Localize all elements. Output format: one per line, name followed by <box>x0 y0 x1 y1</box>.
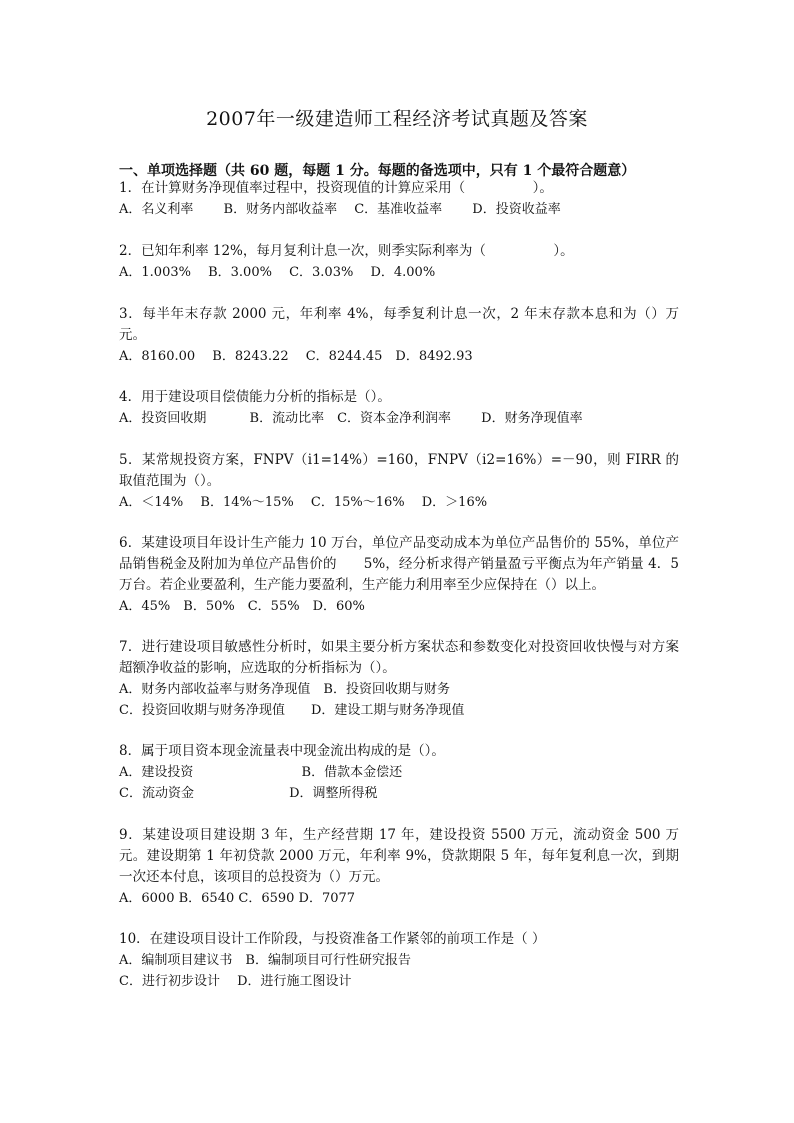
question-10-text: 10．在建设项目设计工作阶段，与投资准备工作紧邻的前项工作是（ ） <box>119 931 546 947</box>
question-8 <box>119 741 679 804</box>
question-7 <box>119 637 679 721</box>
question-9-options: A．6000 B．6540 C．6590 D．7077 <box>119 891 356 906</box>
question-5-options: A．＜14% B．14%～15% C．15%～16% D．＞16% <box>119 495 488 510</box>
question-6-text: 6．某建设项目年设计生产能力 10 万台，单位产品变动成本为单位产品售价的 55%，单位产品销售税金及附加为单位产品售价的 5%，经分析求得产销量盈亏平衡点为年产销量 4．5 万台。若企业要盈利，生产能力要盈利，生产能力利用率至少应保持在（）以上。 <box>119 535 679 593</box>
question-2-options: A．1.003% B．3.00% C．3.03% D．4.00% <box>119 265 436 280</box>
question-3 <box>119 304 679 367</box>
question-1-text: 1．在计算财务净现值率过程中，投资现值的计算应采用（ ）。 <box>119 180 553 196</box>
question-6 <box>119 533 679 617</box>
question-5-text: 5．某常规投资方案，FNPV（i1=14%）=160，FNPV（i2=16%）=－90，则 FIRR 的取值范围为（）。 <box>119 452 679 489</box>
question-9 <box>119 825 679 909</box>
question-4-options: A．投资回收期 B．流动比率 C．资本金净利润率 D．财务净现值率 <box>119 411 583 426</box>
question-8-options-cd: C．流动资金 D．调整所得税 <box>119 786 378 801</box>
question-9-text: 9．某建设项目建设期 3 年，生产经营期 17 年，建设投资 5500 万元，流动资金 500 万元。建设期第 1 年初贷款 2000 万元，年利率 9%，贷款期限 5 年，每年复利息一次，到期一次还本付息，该项目的总投资为（）万元。 <box>119 827 679 885</box>
question-10 <box>119 929 679 992</box>
question-8-options-ab: A．建设投资 B．借款本金偿还 <box>119 765 403 780</box>
question-6-options: A．45% B．50% C．55% D．60% <box>119 599 365 614</box>
question-7-options-cd: C．投资回收期与财务净现值 D．建设工期与财务净现值 <box>119 703 465 718</box>
question-2 <box>119 241 679 283</box>
section-header: 一、单项选择题（共 60 题，每题 1 分。每题的备选项中，只有 1 个最符合题意） <box>119 163 636 179</box>
question-3-options: A．8160.00 B．8243.22 C．8244.45 D．8492.93 <box>119 349 473 364</box>
question-10-options-cd: C．进行初步设计 D．进行施工图设计 <box>119 974 352 989</box>
question-7-options-ab: A．财务内部收益率与财务净现值 B．投资回收期与财务 <box>119 682 450 697</box>
question-2-text: 2．已知年利率 12%，每月复利计息一次，则季实际利率为（ ）。 <box>119 243 574 259</box>
question-1-options: A．名义利率 B．财务内部收益率 C．基准收益率 D．投资收益率 <box>119 202 561 217</box>
question-1 <box>119 178 679 220</box>
question-7-text: 7．进行建设项目敏感性分析时，如果主要分析方案状态和参数变化对投资回收快慢与对方案超额净收益的影响，应选取的分析指标为（）。 <box>119 639 679 676</box>
question-5 <box>119 450 679 513</box>
question-4-text: 4．用于建设项目偿债能力分析的指标是（）。 <box>119 389 391 405</box>
question-10-options-ab: A．编制项目建议书 B．编制项目可行性研究报告 <box>119 953 411 968</box>
question-8-text: 8．属于项目资本现金流量表中现金流出构成的是（）。 <box>119 743 445 759</box>
question-3-text: 3．每半年末存款 2000 元，年利率 4%，每季复利计息一次，2 年末存款本息和为（）万元。 <box>119 306 679 343</box>
page-title: 2007年一级建造师工程经济考试真题及答案 <box>206 108 588 130</box>
question-4 <box>119 387 679 429</box>
